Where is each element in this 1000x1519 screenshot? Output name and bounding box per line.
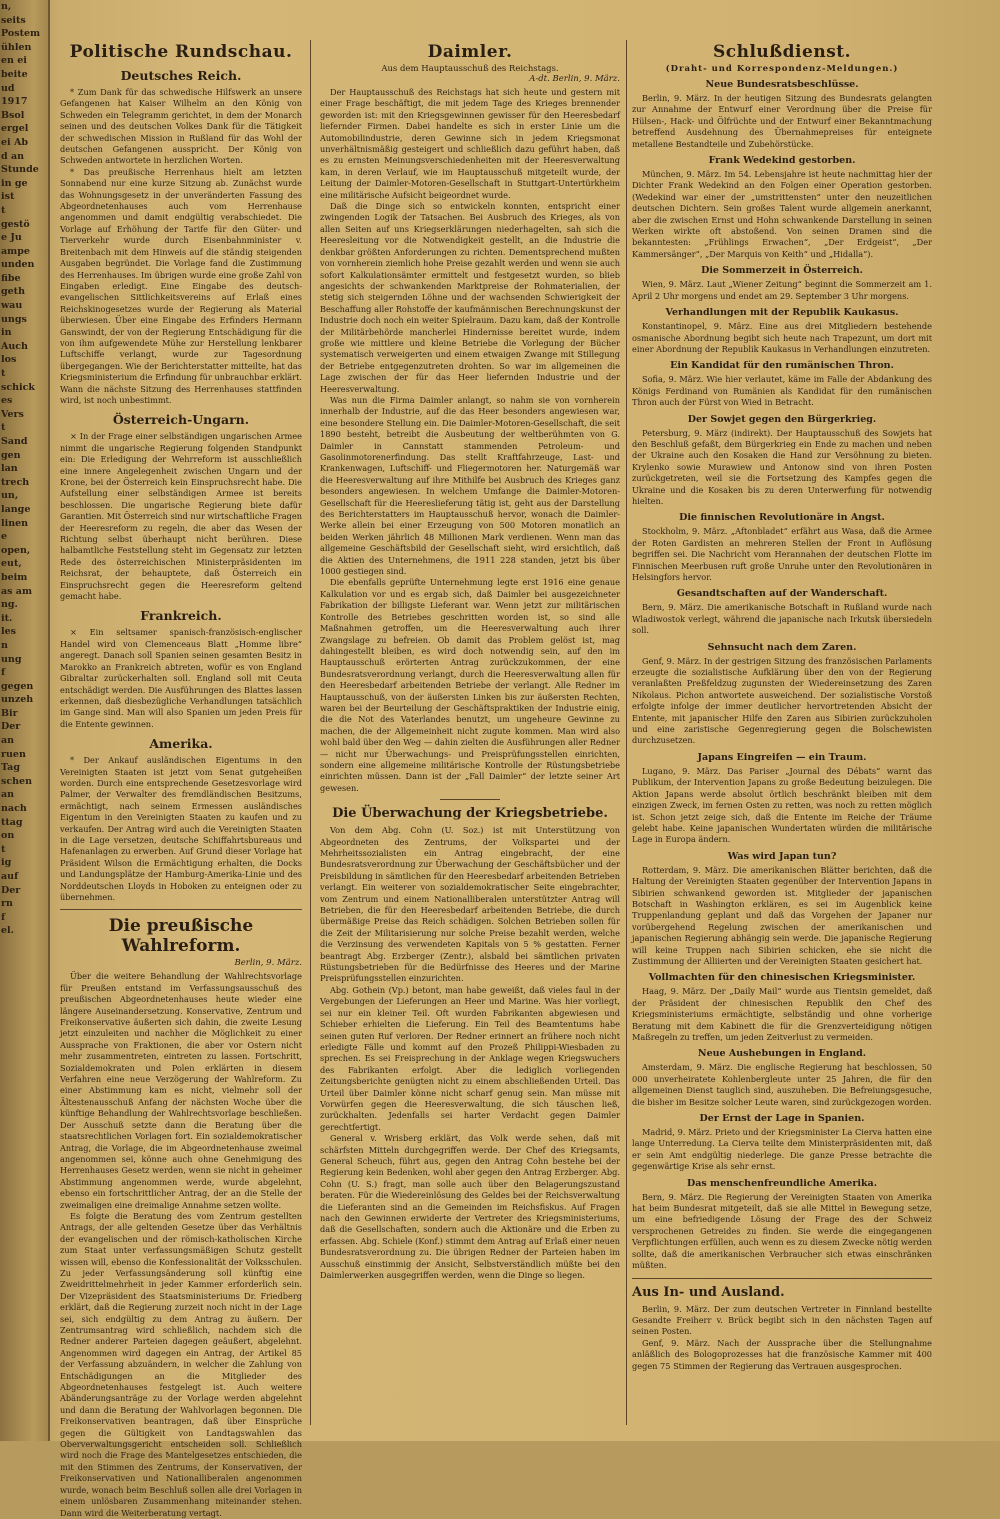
news-heading: Der Ernst der Lage in Spanien.	[699, 1113, 865, 1125]
margin-word: beim	[1, 571, 28, 583]
subsection-heading: Österreich-Ungarn.	[112, 412, 250, 428]
margin-word: eut,	[1, 558, 22, 570]
article-paragraph: × In der Frage einer selbständigen ungarischen Armee nimmt die ungarische Regierung folgenden Standpunkt ein: Die Erledigung der Wehrreform ist ausschließlich eine innere Angelegenheit zwischen Ungarn und der Krone, bei der Österreich kein Einspruchsrecht habe. Die Aufstellung einer selbständigen Armee ist bereits beschlossen. Die ungarische Regierung biete dafür Garantien. Mit Österreich sind nur wirtschaftliche Fragen der Heeresreform zu regeln, die aber das Wesen der Richtung selbst überhaupt nicht berühren. Diese halbamtliche Feststellung steht im Gegensatz zur letzten Rede des österreichischen Ministerpräsidenten im Reichsrat, der behauptete, daß Österreich ein Einspruchsrecht gegen die Heeresreform geltend gemacht habe.	[60, 431, 302, 602]
margin-word: auf	[1, 871, 19, 882]
margin-word: Stunde	[1, 164, 39, 176]
margin-word: as am	[1, 585, 33, 597]
column-daimler	[320, 40, 620, 1440]
margin-word: t	[1, 422, 6, 434]
article-paragraph: * Der Ankauf ausländischen Eigentums in den Vereinigten Staaten ist jetzt vom Senat gutgeheißen worden. Durch eine entsprechende Gesetzesvorlage wird Palmer, der Verwalter des fremdländischen Besitzums, ermächtigt, nach seinem Ermessen ausländisches Eigentum in den Vereinigten Staaten zu kaufen und zu verkaufen. Der Antrag wird auch die Vereinigten Staaten in die Lage versetzen, deutsche Schiffahrtsbureaus und Hafenanlagen zu erwerben. Auf Grund dieser Vorlage hat Präsident Wilson die Ermächtigung erhalten, die Docks und Landungsplätze der Hamburg-Amerika-Linie und des Norddeutschen Lloyds in Hoboken zu enteignen oder zu übernehmen.	[60, 755, 302, 902]
article-paragraph: Abg. Gothein (Vp.) betont, man habe geweißt, daß vieles faul in der Vergebungen der Lieferungen an Heer und Marine. Was hier vorliegt, sei nur ein kleiner Teil. Oft wurden Fabrikanten abgewiesen und Schieber erhielten die Lieferung. Ein Teil des Beamtentums habe seinen guten Ruf verloren. Der Redner erinnert an frühere noch nicht erledigte Fälle und kommt auf den Prozeß Philippi-Wiesbaden zu sprechen. Es sei Freisprechung in der Anklage wegen Kriegswuchers des Fabrikanten erfolgt. Aber die lediglich vorliegenden Zeitungsberichte genügten nicht zu einem abschließenden Urteil. Das Urteil über Daimler könne nicht scharf genug sein. Man müsse mit Vorwürfen gegen die Heeresverwaltung, die sich täuschen ließ, zurückhalten. Jedenfalls sei harter Verdacht gegen Daimler gerechtfertigt.	[320, 984, 620, 1132]
news-heading: Die Sommerzeit in Österreich.	[701, 265, 863, 277]
margin-word: t	[1, 204, 6, 216]
divider	[440, 799, 500, 800]
margin-word: an	[1, 735, 15, 747]
margin-word: t	[1, 368, 6, 380]
margin-word: Auch	[1, 340, 28, 352]
news-heading: Verhandlungen mit der Republik Kaukasus.	[665, 307, 899, 319]
margin-word: los	[1, 354, 17, 366]
margin-word: un,	[1, 490, 19, 502]
article-paragraph: Es folgte die Beratung des vom Zentrum gestellten Antrags, der alle geltenden Gesetze über das Verhältnis der evangelischen und der römisch-katholischen Kirche zum Staat unter verfassungsmäßigen Schutz gestellt wissen will, ebenso die Konfessionalität der Volksschulen. Zu jeder Verfassungsänderung soll künftig eine Zweidrittelmehrheit in jeder Kammer erforderlich sein. Der Vizepräsident des Staatsministeriums Dr. Friedberg erklärt, daß die Regierung zurzeit noch nicht in der Lage sei, sich endgültig zu dem Antrag zu äußern. Der Zentrumsantrag wird schließlich, nachdem sich die Redner anderer Parteien dagegen geäußert, abgelehnt. Angenommen wird dagegen ein Antrag, der Artikel 85 der Verfassung abzuändern, in welcher die Zahlung von Entschädigungen an die Mitglieder des Abgeordnetenhauses festgelegt ist. Auch weitere Abänderungsanträge zu der Vorlage werden abgelehnt und dann die Beratung der Wahlvorlagen begonnen. Die Freikonservativen beantragen, daß über Einsprüche gegen die Gültigkeit von Landtagswahlen das Oberverwaltungsgericht entscheiden soll. Schließlich wird noch die Frage des Mantelgesetzes entschieden, die mit den Stimmen des Zentrums, der Konservativen, der Freikonservativen und Nationalliberalen angenommen wurde, wonach beim Beschluß sollen alle drei Vorlagen in einem unlösbaren Zusammenhang miteinander stehen. Dann wird die Weiterberatung vertagt.	[60, 1210, 302, 1518]
news-paragraph: Konstantinopel, 9. März. Eine aus drei Mitgliedern bestehende osmanische Abordnung begibt sich heute nach Trapezunt, um dort mit einer Abordnung der Republik Kaukasus in Verhandlungen einzutreten.	[632, 321, 932, 354]
subsection-heading: Amerika.	[149, 736, 213, 752]
margin-word: fibe	[1, 272, 21, 284]
margin-word: Der	[1, 721, 21, 733]
margin-word: schen	[1, 775, 32, 787]
margin-word: gegen	[1, 680, 34, 692]
margin-word: lange	[1, 503, 31, 515]
column-schlussdienst	[632, 40, 932, 1440]
margin-word: e	[1, 531, 8, 543]
article-paragraph: * Zum Dank für das schwedische Hilfswerk an unsere Gefangenen hat Kaiser Wilhelm an den König von Schweden ein Telegramm gerichtet, in dem der Monarch seinen und des deutschen Volkes Dank für die Tätigkeit der schwedischen Mission in Rußland für das Wohl der deutschen Gefangenen ausspricht. Der König von Schweden antwortete in herzlichen Worten.	[60, 87, 302, 166]
news-heading: Die finnischen Revolutionäre in Angst.	[679, 512, 885, 524]
dateline: A-dt. Berlin, 9. März.	[529, 74, 620, 84]
margin-word: gen	[1, 449, 21, 461]
margin-word: schick	[1, 381, 36, 393]
news-paragraph: Haag, 9. März. Der „Daily Mail“ wurde aus Tientsin gemeldet, daß der Präsident der chinesischen Republik den Chef des Kriegsministeriums ermächtigte, selbständig und ohne vorherige Beratung mit dem Kabinett die für die Grenzverteidigung nötigen Maßregeln zu treffen, um jeden Zeitverlust zu vermeiden.	[632, 986, 932, 1042]
margin-word: lan	[1, 463, 18, 475]
news-heading: Das menschenfreundliche Amerika.	[686, 1177, 878, 1189]
news-paragraph: Lugano, 9. März. Das Pariser „Journal des Débats“ warnt das Publikum, der Intervention Japans zu große Bedeutung beizulegen. Die Aktion Japans werde absolut örtlich beschränkt bleiben mit dem einzigen Zweck, im fernen Osten zu retten, was noch zu retten möglich ist. Schon jetzt zeige sich, daß die Entente im Reiche der Träume gelebt habe. Keine japanischen Wundertaten würden die militärische Lage in Europa ändern.	[632, 765, 932, 845]
margin-word: Der	[1, 884, 21, 896]
column-rule	[310, 40, 311, 1425]
article-headline: Die Überwachung der Kriegsbetriebe.	[332, 806, 608, 822]
article-headline: Daimler.	[427, 42, 513, 62]
column-politische-rundschau	[60, 40, 302, 1518]
section-title: Aus In- und Ausland.	[632, 1284, 785, 1300]
subsection-heading: Deutsches Reich.	[120, 68, 242, 83]
news-heading: Frank Wedekind gestorben.	[708, 155, 856, 167]
margin-word: geth	[1, 286, 25, 298]
margin-word: d an	[1, 150, 25, 162]
news-paragraph: Amsterdam, 9. März. Die englische Regierung hat beschlossen, 50 000 unverheiratete Kohlenbergleute unter 25 Jahren, die für den allgemeinen Dienst tauglich sind, auszuheben. Die Befreiungsgesuche, die bisher im Besitze solcher Leute waren, sind zurückgezogen worden.	[632, 1062, 932, 1107]
margin-word: ampe	[1, 245, 30, 257]
margin-word: Vers	[1, 408, 24, 420]
news-paragraph: Bern, 9. März. Die Regierung der Vereinigten Staaten von Amerika hat beim Bundesrat mitgeteilt, daß sie alle Mittel in Bewegung setze, um eine befriedigende Lösung der Frage des der Schweiz versprochenen Getreides zu finden. Sie werde die eingegangenen Verpflichtungen erfüllen, auch wenn es zu diesem Zwecke nötig werden sollte, daß die amerikanischen Verbraucher sich etwas einschränken müßten.	[632, 1191, 932, 1271]
news-paragraph: Rotterdam, 9. März. Die amerikanischen Blätter berichten, daß die Haltung der Vereinigten Staaten gegenüber der Intervention Japans in Sibirien schwankend geworden ist. Mitglieder der japanischen Botschaft in Washington erklären, es sei im Augenblick keine Truppenlandung geplant und daß das Vorgehen der Japaner nur vorübergehend Regelung zwischen der amerikanischen und japanischen Regierung abhängig sein werde. Die japanische Regierung will keine Truppen nach Sibirien schicken, ehe sie nicht die Zustimmung der Alliierten und der Vereinigten Staaten gesichert hat.	[632, 864, 932, 966]
margin-word: n	[1, 639, 8, 651]
section-title: Schlußdienst.	[712, 42, 852, 62]
margin-word: ühlen	[1, 41, 32, 53]
article-paragraph: Der Hauptausschuß des Reichstags hat sich heute und gestern mit einer Frage beschäftigt, die mit jedem Tage des Krieges brennender geworden ist: mit den Kriegsgewinnen gewisser für den Heeresbedarf liefernder Firmen. Dabei handelte es sich in erster Linie um die Automobilindustrie, deren Gewinne sich in jedem Kriegsmonat unverhältnismäßig gesteigert und schließlich dazu geführt haben, daß es zu ernsten Meinungsverschiedenheiten mit der Heeresverwaltung kam, in deren Verlauf, wie im Hauptausschuß mitgeteilt wurde, der Leitung der Daimler-Motoren-Gesellschaft in Stuttgart-Untertürkheim eine militärische Aufsicht beigeordnet wurde.	[320, 87, 620, 200]
margin-word: it.	[1, 612, 13, 624]
margin-word: ist	[1, 191, 15, 203]
margin-word: les	[1, 626, 17, 638]
subsection-heading: Frankreich.	[140, 608, 222, 624]
margin-word: ei Ab	[1, 136, 28, 148]
margin-word: ruen	[1, 748, 26, 760]
margin-word: ig	[1, 857, 12, 869]
news-heading: Was wird Japan tun?	[727, 850, 837, 862]
margin-word: ung	[1, 653, 22, 665]
adjacent-page-margin	[0, 0, 50, 1441]
margin-word: ttag	[1, 816, 23, 828]
margin-word: f	[1, 911, 6, 923]
margin-word: e Ju	[1, 232, 22, 244]
margin-word: open,	[1, 544, 31, 556]
news-heading: Vollmachten für den chinesischen Kriegsminister.	[648, 972, 916, 984]
news-heading: Sehnsucht nach dem Zaren.	[707, 641, 857, 653]
margin-word: n,	[1, 1, 12, 12]
margin-word: f	[1, 667, 6, 679]
dateline: Berlin, 9. März.	[234, 958, 302, 969]
column-rule	[626, 40, 627, 1425]
news-heading: Neue Bundesratsbeschlüsse.	[705, 79, 859, 90]
news-heading: Gesandtschaften auf der Wanderschaft.	[676, 588, 888, 600]
article-paragraph: * Das preußische Herrenhaus hielt am letzten Sonnabend nur eine kurze Sitzung ab. Zunächst wurde das Wohnungsgesetz in der unveränderten Fassung des Abgeordnetenhauses auch vom Herrenhause angenommen und damit endgültig verabschiedet. Die Vorlage auf Erhöhung der Tarife für den Güter- und Tierverkehr wurde durch Eisenbahnminister v. Breitenbach mit dem Hinweis auf die ständig steigenden Ausgaben begründet. Die Vorlage fand die Zustimmung des Herrenhauses. Im übrigen wurde eine große Zahl von Eingaben erledigt. Eine Eingabe des deutsch-evangelischen Sittlichkeitsvereins auf Erlaß eines Reichskinogesetzes wurde der Regierung als Material überwiesen. Über eine Eingabe des Erfinders Hermann Ganswindt, der von der Regierung Entschädigung für die von ihm aufgewendete Mühe zur Herstellung lenkbarer Luftschiffe verlangt, wurde zur Tagesordnung übergegangen. Wie der Berichterstatter mitteilte, hat das Kriegsministerium die Erfindung für unbrauchbar erklärt. Wann die nächste Sitzung des Herrenhauses stattfinden wird, ist noch unbestimmt.	[60, 166, 302, 405]
article-paragraph: Daß die Dinge sich so entwickeln konnten, entspricht einer zwingenden Logik der Tatsachen. Bei Ausbruch des Krieges, als von allen Seiten auf uns Kriegserklärungen niederhagelten, sah sich die Heeresleitung vor die Notwendigkeit gestellt, an die Industrie die denkbar größten Anforderungen zu richten. Dementsprechend mußten von vornherein ziemlich hohe Preise gezahlt werden und wenn sie auch sofort Kalkulationsämter ermittelt und festgesetzt wurden, so blieb angesichts der schwankenden Marktpreise der Rohmaterialien, der stetig sich steigernden Löhne und der wachsenden Schwierigkeit der Beschaffung aller Rohstoffe der kaufmännischen Berechnungskunst der Industrie doch noch ein weiter Spielraum. Dazu kam, daß der Kontrolle der Militärbehörde mancherlei Hindernisse bereitet wurde, indem große wie mittlere und kleine Betriebe die Vorlegung der Bücher systematisch verweigerten und einem etwaigen Zwange mit Stillegung der Betriebe entgegenzutreten drohten. So war im allgemeinen die Lage zwischen der für das Heer liefernden Industrie und der Heeresverwaltung.	[320, 201, 620, 394]
article-paragraph: General v. Wrisberg erklärt, das Volk werde sehen, daß mit schärfsten Mitteln durchgegriffen werde. Der Chef des Kriegsamts, General Scheuch, führt aus, gegen den Antrag Cohn bestehe bei der Regierung kein Bedenken, wohl aber gegen den Antrag Erzberger. Abg. Cohn (U. S.) fragt, man solle auch über den Belagerungszustand beraten. Für die Wiedereinlösung des Geldes bei der Reichsverwaltung die Lieferanten sind an die Gemeinden im Reichsfiskus. Auf Fragen nach den Gewinnen erwiderte der Vertreter des Kriegsministeriums, daß die Gesellschaften, sondern auch die Aktionäre und die Erben zu erfassen. Abg. Schiele (Konf.) stimmt dem Antrag auf Erlaß einer neuen Bundesratsverordnung zu. Die übrigen Redner der Parteien haben im Ausschuß einstimmig der Ansicht, Selbstverständlich müßte bei den Daimlerwerken ausgegriffen werden, wenn die Dinge so liegen.	[320, 1133, 620, 1281]
margin-word: seits	[1, 14, 26, 26]
news-heading: Der Sowjet gegen den Bürgerkrieg.	[687, 413, 877, 425]
margin-word: Postem	[1, 28, 41, 40]
margin-word: 1917	[1, 96, 28, 108]
article-paragraph: Von dem Abg. Cohn (U. Soz.) ist mit Unterstützung von Abgeordneten des Zentrums, der Volkspartei und der Mehrheitssozialisten ein Antrag eingebracht, der eine Bundesratsverordnung zur Überwachung der Geschäftsbücher und der Preisbildung in sämtlichen für den Heeresbedarf arbeitenden Betrieben verlangt. Ein weiterer von sozialdemokratischer Seite eingebrachter, vom Zentrum und einem Nationalliberalen unterstützter Antrag will Betrieben, die für den Heeresbedarf arbeitenden Betriebe, die durch übermäßige Preise das Reich schädigen. Solchen Betrieben sollen für die Zeit der Militarisierung nur solche Preise bezahlt werden, welche die Verzinsung des verwendeten Kapitals von 5 % gestatten. Ferner beantragt Abg. Erzberger (Zentr.), alsbald bei sämtlichen privaten Rüstungsbetrieben für die Bedürfnisse des Heeres und der Marine Preisprüfungsstellen einzurichten.	[320, 825, 620, 984]
divider	[632, 1278, 932, 1279]
section-title: Politische Rundschau.	[69, 42, 293, 62]
news-heading: Japans Eingreifen — ein Traum.	[697, 751, 867, 763]
margin-word: t	[1, 843, 6, 855]
news-heading: Neue Aushebungen in England.	[697, 1048, 867, 1060]
margin-word: rn	[1, 898, 13, 910]
margin-word: ergel	[1, 123, 29, 135]
news-paragraph: Wien, 9. März. Laut „Wiener Zeitung“ beginnt die Sommerzeit am 1. April 2 Uhr morgens und endet am 29. September 3 Uhr morgens.	[632, 279, 932, 301]
margin-word: el.	[1, 925, 14, 937]
margin-word: en ei	[1, 55, 27, 67]
news-paragraph: Bern, 9. März. Die amerikanische Botschaft in Rußland wurde nach Wladiwostok verlegt, während die japanische nach Irkutsk übersiedeln soll.	[632, 602, 932, 636]
margin-word: Tag	[1, 762, 20, 774]
news-paragraph: Berlin, 9. März. Der zum deutschen Vertreter in Finnland bestellte Gesandte Freiherr v. Brück begibt sich in den nächsten Tagen auf seinen Posten.	[632, 1303, 932, 1337]
margin-word: nach	[1, 803, 27, 815]
news-paragraph: Petersburg, 9. März (indirekt). Der Hauptausschuß des Sowjets hat den Beschluß gefaßt, dem Bürgerkrieg ein Ende zu machen und neben der Ukraine auch den Kosaken die Hand zur Versöhnung zu bieten. Krylenko sowie Murawiew und Antonow sind von ihren Posten zurückgetreten, weil sie die Fortsetzung des Kampfes gegen die Ukraine und die Kosaken bis zu deren Unterwerfung für notwendig hielten.	[632, 427, 932, 506]
news-paragraph: München, 9. März. Im 54. Lebensjahre ist heute nachmittag hier der Dichter Frank Wedekind an den Folgen einer Operation gestorben. (Wedekind war einer der „umstrittensten“ unter den neuzeitlichen deutschen Dichtern. Sein großes Talent wurde allgemein anerkannt, aber die zwischen Ernst und Hohn schwankende Darstellung in seinen Werken wirkte oft abstoßend. Von seinen Dramen sind die bekanntesten: „Frühlings Erwachen“, „Der Erdgeist“, „Der Kammersänger“, „Der Marquis von Keith“ und „Hidalla“).	[632, 169, 932, 259]
news-paragraph: Genf, 9. März. Nach der Aussprache über die Stellungnahme anläßlich des Bologoprozesses hat die französische Kammer mit 400 gegen 75 Stimmen der Regierung das Vertrauen ausgesprochen.	[632, 1337, 932, 1371]
margin-word: gestö	[1, 218, 30, 230]
margin-word: in ge	[1, 177, 28, 189]
margin-word: unden	[1, 259, 35, 271]
margin-word: on	[1, 830, 15, 842]
margin-word: beite	[1, 68, 28, 80]
margin-word: unzeh	[1, 694, 34, 706]
margin-word: ng.	[1, 599, 18, 611]
margin-word: wau	[1, 300, 23, 312]
article-paragraph: Was nun die Firma Daimler anlangt, so nahm sie von vornherein innerhalb der Industrie, auf die das Heer besonders angewiesen war, eine besondere Stellung ein. Die Daimler-Motoren-Gesellschaft, die seit 1890 besteht, betreibt die Ausbeutung der weltberühmten von G. Daimler in Cannstatt stammenden Petroleum- und Gasolinmotorenerfindung. Das stellt Kraftfahrzeuge, Last- und Krankenwagen, Luftschiff- und Fliegermotoren her. Naturgemäß war die Heeresverwaltung auf ihre Mithilfe bei Ausbruch des Krieges ganz besonders angewiesen. In welchem Umfange die Daimler-Motoren-Gesellschaft für die Heereslieferung tätig ist, geht aus der Darstellung des Berichterstatters im Hauptausschuß hervor, wonach die Daimler-Werke allein bei einer Erzeugung von 500 Motoren monatlich an beiden Werken jährlich 48 Millionen Mark verdienen. Wenn man das allgemeine Geschäftsbild der Gesellschaft sieht, wird ersichtlich, daß die Aktien des Unternehmens, die 1911 228 standen, jetzt bis über 1000 gestiegen sind.	[320, 394, 620, 577]
news-paragraph: Sofia, 9. März. Wie hier verlautet, käme im Falle der Abdankung des Königs Ferdinand von Rumänien als Kandidat für den rumänischen Thron auch der Fürst von Wied in Betracht.	[632, 374, 932, 408]
news-heading: Ein Kandidat für den rumänischen Thron.	[670, 360, 894, 372]
margin-word: an	[1, 789, 15, 801]
news-paragraph: Stockholm, 9. März. „Aftonbladet“ erfährt aus Wasa, daß die Armee der Roten Gardisten an mehreren Stellen der Front in Auflösung begriffen sei. Die Nachricht vom Herannahen der deutschen Flotte im Finnischen Meerbusen ruft große Unruhe unter den Revolutionären in Helsingfors hervor.	[632, 526, 932, 582]
article-paragraph: Über die weitere Behandlung der Wahlrechtsvorlage für Preußen entstand im Verfassungsausschuß des preußischen Abgeordnetenhauses heute wieder eine längere Auseinandersetzung. Konservative, Zentrum und Freikonservative äußerten sich dahin, die zweite Lesung jetzt einzuleiten und nachher die Möglichkeit zu einer Aussprache von Fraktionen, die aber vor Ostern nicht mehr zusammentreten, eintreten zu lassen. Fortschritt, Sozialdemokraten und Polen erklärten in diesem Verfahren eine neue Verzögerung der Wahlreform. Zu einer Abstimmung kam es nicht, vielmehr soll der Ältestenausschuß Anfang der nächsten Woche über die künftige Behandlung der Wahlrechtsvorlage beschließen. Der Ausschuß setzte dann die Beratung über die staatsrechtlichen Vorlagen fort. Ein sozialdemokratischer Antrag, die Vorlage, die im Abgeordnetenhause zweimal angenommen sei, könne auch ohne Genehmigung des Herrenhauses Gesetz werden, wenn sie nicht in geheimer Abstimmung angenommen werde, wurde abgelehnt, ebenso ein fortschrittlicher Antrag, der an die Stelle der zweimaligen eine dreimalige Annahme setzen wollte.	[60, 971, 302, 1210]
margin-word: Sand	[1, 436, 28, 447]
article-paragraph: × Ein seltsamer spanisch-französisch-englischer Handel wird von Clemenceaus Blatt „Homme libre“ angeregt. Danach soll Spanien seinen gesamten Besitz in Marokko an Frankreich abtreten, wofür es von England Gibraltar zurückerhalten soll. England soll mit Ceuta entschädigt werden. Die Ausführungen des Blattes lassen erkennen, daß diesbezügliche Verhandlungen tatsächlich im Gange sind. Man will also Spanien um jeden Preis für die Entente gewinnen.	[60, 627, 302, 729]
section-subtitle: (Draht- und Korrespondenz-Meldungen.)	[665, 64, 899, 74]
margin-word: Bsol	[1, 109, 25, 121]
news-paragraph: Genf, 9. März. In der gestrigen Sitzung des französischen Parlaments erzeugte die sozialistische Aufklärung über den von der Regierung veranlaßten Preßfeldzug zugunsten der Wiedereinsetzung des Zaren Nikolaus. Pichon antwortete ausweichend. Der sozialistische Vorstoß erfolgte infolge der immer deutlicher hervortretenden Absicht der Entente, mit japanischer Hilfe den Zaren aus Sibirien zurückzuholen und eine zaristische Gegenregierung gegen die Bolschewisten durchzusetzen.	[632, 655, 932, 746]
article-headline: Die preußische Wahlreform.	[108, 916, 254, 957]
divider	[60, 909, 302, 910]
article-subtitle: Aus dem Hauptausschuß des Reichstags.	[381, 64, 559, 74]
margin-word: es	[1, 395, 13, 407]
margin-word: linen	[1, 517, 29, 529]
article-paragraph: Die ebenfalls geprüfte Unternehmung legte erst 1916 eine genaue Kalkulation vor und es ergab sich, daß Daimler bei ausgezeichneter Fabrikation der billigste Lieferant war. Wenn jetzt zur militärischen Kontrolle des Betriebes geschritten worden ist, so sind alle Maßnahmen getroffen, um die Heeresverwaltung auch ihrer Zwangslage zu befreien. Ob damit das Problem gelöst ist, mag dahingestellt bleiben, es wird doch notwendig sein, auf den im Hauptausschuß erörterten Antrag zurückzukommen, der eine Bundesratsverordnung verlangt, durch die Heeresverwaltung allen für den Heeresbedarf arbeitenden Betriebe der verlangt. Alle Redner im Hauptausschuß, von der äußersten Linken bis zur äußersten Rechten, waren bei der Beurteilung der Geschäftspraktiken der Industrie einig, die die Not des Vaterlandes benutzt, um ungeheure Gewinne zu machen, die der Allgemeinheit nicht zugute kommen. Man wird also wohl bald über den Weg — dahin zielten die Ausführungen aller Redner — nicht nur Überwachungs- und Preisprüfungsstellen einrichten, sondern eine allgemeine militärische Kontrolle der Rüstungsbetriebe einrichten müssen. Dann ist der „Fall Daimler“ der letzte seiner Art gewesen.	[320, 577, 620, 793]
margin-word: in	[1, 327, 12, 339]
margin-word: ud	[1, 82, 15, 94]
margin-word: trech	[1, 476, 30, 488]
margin-word: ungs	[1, 313, 27, 325]
margin-word: Bir	[1, 707, 18, 719]
news-paragraph: Madrid, 9. März. Prieto und der Kriegsminister La Cierva hatten eine lange Unterredung. La Cierva teilte dem Ministerpräsidenten mit, daß er sein Amt endgültig niederlege. Die ganze Presse betrachte die gegenwärtige Krise als sehr ernst.	[632, 1127, 932, 1172]
news-paragraph: Berlin, 9. März. In der heutigen Sitzung des Bundesrats gelangten zur Annahme der Entwurf einer Verordnung über die Preise für Hülsen-, Hack- und Ölfrüchte und der Entwurf einer Bekanntmachung betreffend Ausdehnung des Übernahmepreises für enteignete metallene Bestandteile und Zubehörstücke.	[632, 93, 932, 149]
